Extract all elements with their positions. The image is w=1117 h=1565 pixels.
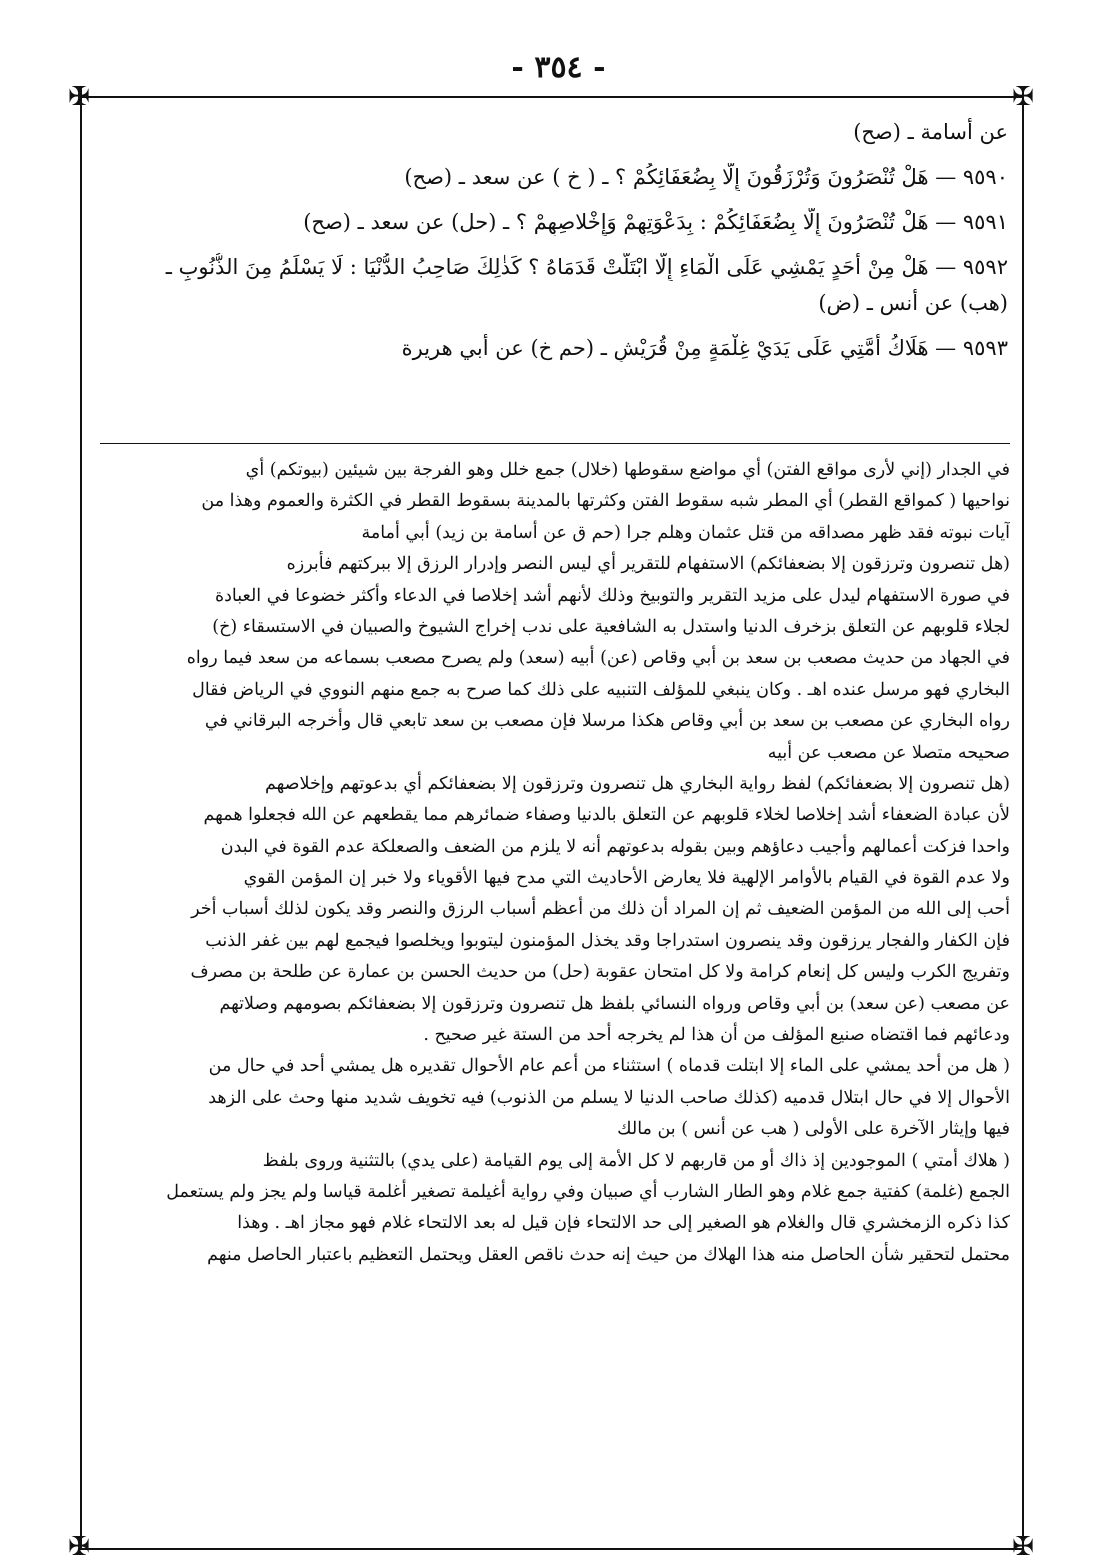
frame-left-rule [80,88,82,1550]
commentary-line: وتفريج الكرب وليس كل إنعام كرامة ولا كل امتحان عقوبة (حل) من حديث الحسن بن عمارة عن طلحة بن مصرف [190,962,1010,983]
commentary-line: رواه البخاري عن مصعب بن سعد بن أبي وقاص هكذا مرسلا فإن مصعب بن سعد تابعي قال وأخرجه البرقاني في [204,711,1010,732]
frame-right-rule [1022,88,1024,1550]
commentary-line: ( هلاك أمتي ) الموجودين إذ ذاك أو من قاربهم لا كل الأمة إلى يوم القيامة (على يدي) بالتثنية وروى بلفظ [262,1150,1010,1171]
corner-ornament-icon: ✠ [1012,82,1034,112]
commentary-line: نواحيها ( كمواقع القطر) أي المطر شبه سقوط الفتن وكثرتها بالمدينة بسقوط القطر في الكثرة والعموم وهذا من [201,491,1010,512]
commentary-line: ودعائهم فما اقتضاه صنيع المؤلف من أن هذا لم يخرجه أحد من الستة غير صحيح . [423,1025,1010,1046]
commentary-line: (هل تنصرون وترزقون إلا بضعفائكم) الاستفهام للتقرير أي ليس النصر وإدرار الرزق إلا ببركتهم فأبرزه [286,554,1010,575]
commentary-line: أحب إلى الله من المؤمن الضعيف ثم إن المراد أن ذلك من أعظم أسباب الرزق والنصر وقد يكون لذلك أسباب أخر [191,899,1010,920]
commentary-line: محتمل لتحقير شأن الحاصل منه هذا الهلاك من حيث إنه حدث ناقص العقل ويحتمل التعظيم باعتبار الحاصل منهم [207,1244,1010,1265]
hadith-line: عن أسامة ـ (صح) [853,120,1008,144]
commentary-line: ( هل من أحد يمشي على الماء إلا ابتلت قدماه ) استثناء من أعم عام الأحوال تقديره هل يمشي أحد في حال من [208,1056,1010,1077]
commentary-line: في الجدار (إني لأرى مواقع الفتن) أي مواضع سقوطها (خلال) جمع خلل وهو الفرجة بين شيئين (بيوتكم) أي [245,460,1010,480]
corner-ornament-icon: ✠ [1012,1532,1034,1562]
commentary-line: الجمع (غلمة) كفتية جمع غلام وهو الطار الشارب أي صبيان وفي رواية أغيلمة تصغير أغلمة قياسا ولم يجز ولم يستعمل [166,1181,1010,1202]
hadith-line: ٩٥٩٣ — هَلَاكُ أُمَّتِي عَلَى يَدَيْ غِلْمَةٍ مِنْ قُرَيْشٍ ـ (حم خ) عن أبي هريرة [401,336,1008,360]
commentary-line: فيها وإيثار الآخرة على الأولى ( هب عن أنس ) بن مالك [617,1119,1010,1140]
commentary-line: واحدا فزكت أعمالهم وأجيب دعاؤهم وبين بقوله بدعوتهم أنه لا يلزم من الضعف والصعلكة عدم القوة في البدن [220,836,1010,857]
hadith-line: (هب) عن أنس ـ (ض) [818,291,1008,315]
commentary-line: لجلاء قلوبهم عن التعلق بزخرف الدنيا واستدل به الشافعية على ندب إخراج الشيوخ والصبيان في الاستسقاء (خ) [212,616,1010,637]
commentary-line: في صورة الاستفهام ليدل على مزيد التقرير والتوبيخ وذلك لأنهم أشد إخلاصا في الدعاء وأكثر خضوعا في العبادة [214,585,1010,606]
section-separator [100,443,1010,444]
commentary-line: في الجهاد من حديث مصعب بن سعد بن أبي وقاص (عن) أبيه (سعد) ولم يصرح مصعب بسماعه من سعد فيما رواه [186,648,1010,669]
hadith-line: ٩٥٩٠ — هَلْ تُنْصَرُونَ وَتُرْزَقُونَ إِلَّا بِضُعَفَائِكُمْ ؟ ـ ( خ ) عن سعد ـ (صح) [404,165,1008,189]
hadith-line: ٩٥٩٢ — هَلْ مِنْ أَحَدٍ يَمْشِي عَلَى الْمَاءِ إِلَّا ابْتَلَّتْ قَدَمَاهُ ؟ كَذٰلِكَ صَاحِبُ الدُّنْيَا : لَا يَسْلَمُ مِنَ الذُّنُوبِ ـ [165,255,1008,279]
commentary-line: الأحوال إلا في حال ابتلال قدميه (كذلك صاحب الدنيا لا يسلم من الذنوب) فيه تخويف شديد منها وحث على الزهد [208,1087,1010,1108]
hadith-line: ٩٥٩١ — هَلْ تُنْصَرُونَ إِلَّا بِضُعَفَائِكُمْ : بِدَعْوَتِهِمْ وَإِخْلاصِهِمْ ؟ ـ (حل) عن سعد ـ (صح) [303,210,1008,234]
frame-bottom-rule [80,1548,1024,1550]
commentary-line: كذا ذكره الزمخشري قال والغلام هو الصغير إلى حد الالتحاء فإن قيل له بعد الالتحاء غلام فهو مجاز اهـ . وهذا [237,1213,1010,1234]
commentary-line: البخاري فهو مرسل عنده اهـ . وكان ينبغي للمؤلف التنبيه على ذلك كما صرح به جمع منهم النووي في الرياض فقال [192,679,1010,700]
frame-top-rule [80,96,1024,98]
commentary-line: (هل تنصرون إلا بضعفائكم) لفظ رواية البخاري هل تنصرون وترزقون إلا بضعفائكم أي بدعوتهم وإخلاصهم [264,773,1010,794]
hadith-block [100,118,1008,362]
commentary-line: عن مصعب (عن سعد) بن أبي وقاص ورواه النسائي بلفظ هل تنصرون وترزقون إلا بضعفائكم بصومهم وصلاتهم [219,993,1010,1014]
commentary-block [100,455,1010,1271]
commentary-line: لأن عبادة الضعفاء أشد إخلاصا لخلاء قلوبهم عن التعلق بالدنيا وصفاء ضمائرهم مما يقطعهم عن الله فجعلوا همهم [203,805,1010,826]
corner-ornament-icon: ✠ [68,82,90,112]
commentary-line: ولا عدم القوة في القيام بالأوامر الإلهية فلا يعارض الأحاديث التي مدح فيها الأقوياء ولا خبر إن المؤمن القوي [243,868,1010,889]
commentary-line: فإن الكفار والفجار يرزقون وقد ينصرون استدراجا وقد يخذل المؤمنون ليتوبوا ويخلصوا فيجمع لهم بين غفر الذنب [205,930,1010,951]
corner-ornament-icon: ✠ [68,1532,90,1562]
commentary-line: صحيحه متصلا عن مصعب عن أبيه [767,742,1010,763]
commentary-line: آيات نبوته فقد ظهر مصداقه من قتل عثمان وهلم جرا (حم ق عن أسامة بن زيد) أبي أمامة [361,522,1010,543]
page-number: - ٣٥٤ - [511,50,606,85]
